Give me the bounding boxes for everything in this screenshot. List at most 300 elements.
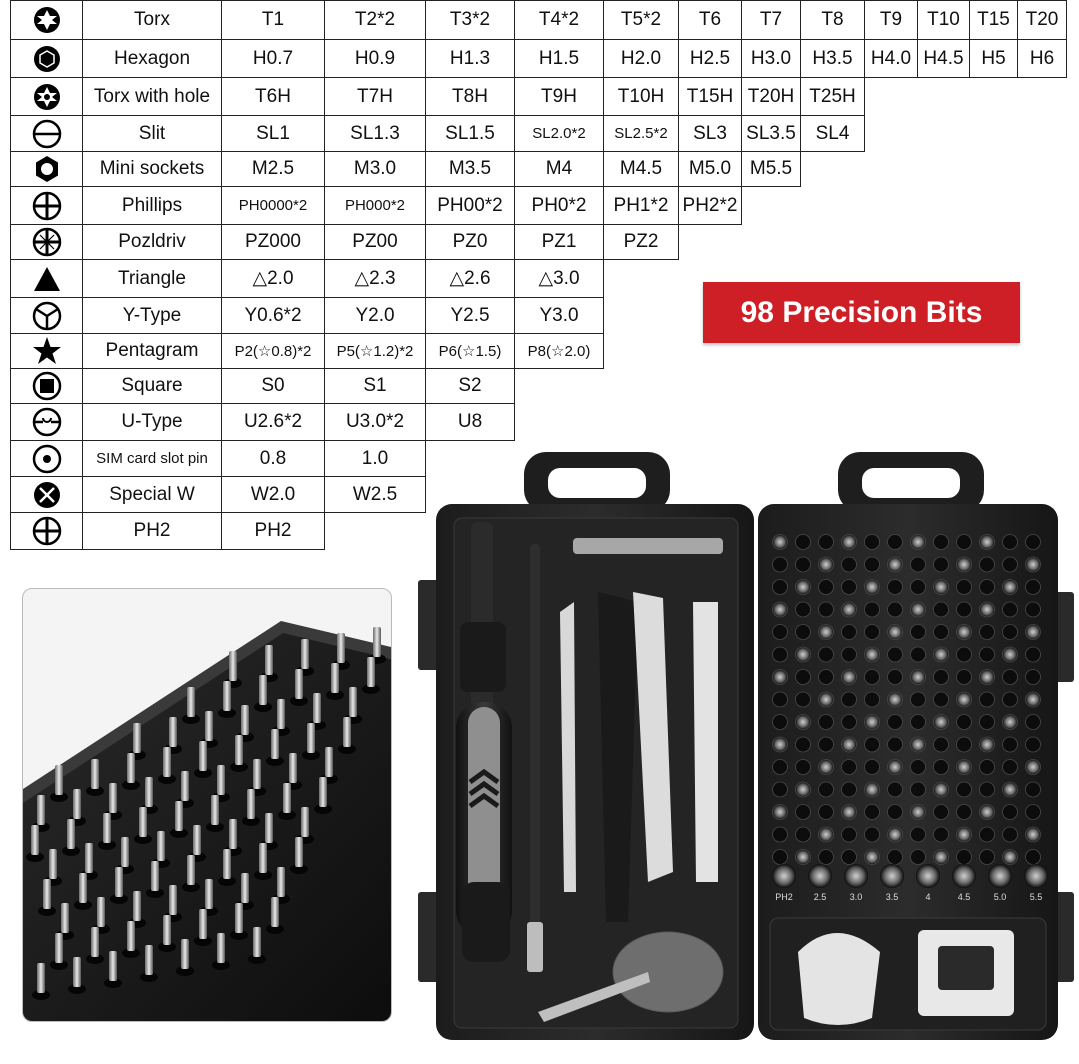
bit-size-cell: SL1.5 bbox=[425, 115, 515, 152]
bit-hole bbox=[773, 850, 788, 865]
bit-hole bbox=[888, 535, 903, 550]
sim-pin-icon bbox=[32, 444, 62, 474]
bit-size-cell: T8H bbox=[425, 77, 515, 116]
bit-hole bbox=[865, 670, 880, 685]
bit-size-cell: PZ00 bbox=[324, 224, 426, 260]
bit-hole bbox=[957, 827, 972, 842]
pozidriv-icon bbox=[32, 227, 62, 257]
bit-hole bbox=[819, 715, 834, 730]
bit-hole bbox=[1003, 760, 1018, 775]
bit-size-cell: T2*2 bbox=[324, 0, 426, 40]
bit-hole bbox=[980, 715, 995, 730]
bit-hole bbox=[911, 535, 926, 550]
bit-hole bbox=[957, 535, 972, 550]
bit-size-cell: T1 bbox=[221, 0, 325, 40]
phillips-icon bbox=[32, 191, 62, 221]
bit-hole bbox=[980, 580, 995, 595]
bit-hole bbox=[1003, 692, 1018, 707]
bit-hole bbox=[1026, 827, 1041, 842]
bit-size-cell: H1.5 bbox=[514, 39, 604, 78]
bit-hole bbox=[888, 692, 903, 707]
bit-hole bbox=[842, 737, 857, 752]
bits-closeup-photo bbox=[22, 588, 392, 1022]
bit-hole bbox=[1026, 805, 1041, 820]
bit-size-cell: P2(☆0.8)*2 bbox=[221, 333, 325, 369]
bit-hole bbox=[911, 760, 926, 775]
bit-hole bbox=[796, 850, 811, 865]
bit-hole bbox=[934, 850, 949, 865]
bit-hole bbox=[957, 805, 972, 820]
bit-size-cell: T6 bbox=[678, 0, 742, 40]
mini-socket-icon bbox=[32, 154, 62, 184]
row-type-name: Hexagon bbox=[82, 39, 222, 78]
bit-size-cell: U2.6*2 bbox=[221, 403, 325, 441]
bit-hole bbox=[865, 782, 880, 797]
bit-hole bbox=[773, 827, 788, 842]
bit-hole bbox=[888, 602, 903, 617]
bit-size-cell: M2.5 bbox=[221, 151, 325, 187]
bit-size-cell: T10 bbox=[917, 0, 970, 40]
bit-hole bbox=[773, 557, 788, 572]
bit-hole bbox=[1026, 557, 1041, 572]
bit-hole bbox=[911, 805, 926, 820]
bit-hole bbox=[934, 782, 949, 797]
bit-hole bbox=[842, 602, 857, 617]
slit-icon bbox=[32, 119, 62, 149]
bit-size-cell: PH000*2 bbox=[324, 186, 426, 225]
row-icon-cell bbox=[10, 512, 83, 550]
bit-hole bbox=[796, 715, 811, 730]
socket-bit bbox=[772, 864, 796, 888]
bit-size-cell: 0.8 bbox=[221, 440, 325, 477]
precision-bits-badge bbox=[703, 282, 1020, 343]
bit-size-cell: SL3.5 bbox=[741, 115, 801, 152]
bit-size-cell: T10H bbox=[603, 77, 679, 116]
bit-size-cell: P5(☆1.2)*2 bbox=[324, 333, 426, 369]
row-icon-cell bbox=[10, 151, 83, 187]
bit-size-cell: SL2.0*2 bbox=[514, 115, 604, 152]
bit-hole bbox=[865, 805, 880, 820]
badge-label: 98 Precision Bits bbox=[740, 295, 983, 329]
bit-hole bbox=[1026, 737, 1041, 752]
bit-size-cell: S2 bbox=[425, 368, 515, 404]
bit-hole bbox=[796, 737, 811, 752]
bit-hole bbox=[865, 850, 880, 865]
socket-size-label: 3.0 bbox=[849, 892, 863, 902]
bit-hole bbox=[819, 557, 834, 572]
row-type-name: Y-Type bbox=[82, 297, 222, 334]
bit-hole bbox=[865, 827, 880, 842]
bit-hole bbox=[773, 602, 788, 617]
bit-size-cell: Y2.0 bbox=[324, 297, 426, 334]
bit-hole bbox=[934, 760, 949, 775]
bit-hole bbox=[1026, 670, 1041, 685]
bit-size-cell: M5.0 bbox=[678, 151, 742, 187]
bit-hole bbox=[957, 670, 972, 685]
row-type-name: U-Type bbox=[82, 403, 222, 441]
bit-size-cell: S0 bbox=[221, 368, 325, 404]
bit-hole bbox=[842, 647, 857, 662]
bit-hole bbox=[1026, 580, 1041, 595]
row-type-name: Pentagram bbox=[82, 333, 222, 369]
bit-hole bbox=[1003, 850, 1018, 865]
bit-hole bbox=[1003, 580, 1018, 595]
bit-hole bbox=[842, 580, 857, 595]
bit-hole bbox=[842, 535, 857, 550]
bit-hole bbox=[819, 580, 834, 595]
bit-hole bbox=[957, 692, 972, 707]
bit-hole bbox=[773, 625, 788, 640]
bit-hole bbox=[1003, 737, 1018, 752]
bit-hole bbox=[819, 647, 834, 662]
bit-size-cell: △3.0 bbox=[514, 259, 604, 298]
bit-hole bbox=[773, 760, 788, 775]
bit-hole bbox=[1003, 535, 1018, 550]
socket-bit bbox=[808, 864, 832, 888]
bit-size-cell: SL1.3 bbox=[324, 115, 426, 152]
bit-size-cell: T6H bbox=[221, 77, 325, 116]
bit-size-cell: Y2.5 bbox=[425, 297, 515, 334]
row-icon-cell bbox=[10, 368, 83, 404]
bit-size-cell: SL2.5*2 bbox=[603, 115, 679, 152]
bit-hole bbox=[1003, 557, 1018, 572]
bit-size-cell: △2.6 bbox=[425, 259, 515, 298]
bit-hole bbox=[796, 647, 811, 662]
bit-size-cell: M3.0 bbox=[324, 151, 426, 187]
row-type-name: PH2 bbox=[82, 512, 222, 550]
bit-size-cell: M5.5 bbox=[741, 151, 801, 187]
bit-hole bbox=[819, 782, 834, 797]
socket-size-label: 2.5 bbox=[813, 892, 827, 902]
bit-hole bbox=[934, 737, 949, 752]
bit-hole bbox=[911, 737, 926, 752]
bit-size-cell: PH0000*2 bbox=[221, 186, 325, 225]
bit-size-cell: H0.9 bbox=[324, 39, 426, 78]
bit-size-cell: W2.5 bbox=[324, 476, 426, 513]
bit-size-cell: PH0*2 bbox=[514, 186, 604, 225]
bit-size-cell: T20 bbox=[1017, 0, 1067, 40]
open-case-photo bbox=[418, 452, 1076, 1042]
bit-hole bbox=[773, 580, 788, 595]
bit-size-cell: H3.0 bbox=[741, 39, 801, 78]
bit-hole bbox=[819, 850, 834, 865]
bit-hole bbox=[980, 647, 995, 662]
bit-hole bbox=[819, 827, 834, 842]
bit-hole bbox=[1003, 602, 1018, 617]
bit-size-cell: U3.0*2 bbox=[324, 403, 426, 441]
bit-size-cell: H1.3 bbox=[425, 39, 515, 78]
bit-size-cell: T15H bbox=[678, 77, 742, 116]
bit-hole bbox=[911, 557, 926, 572]
bit-size-cell: T7H bbox=[324, 77, 426, 116]
bit-size-cell: Y0.6*2 bbox=[221, 297, 325, 334]
bit-hole bbox=[911, 715, 926, 730]
bit-size-cell: H4.5 bbox=[917, 39, 970, 78]
bit-hole bbox=[865, 602, 880, 617]
bit-size-cell: P8(☆2.0) bbox=[514, 333, 604, 369]
bit-hole bbox=[934, 670, 949, 685]
bit-hole bbox=[980, 602, 995, 617]
u-type-icon bbox=[32, 407, 62, 437]
bit-hole bbox=[865, 737, 880, 752]
bit-hole bbox=[957, 850, 972, 865]
bit-hole bbox=[934, 602, 949, 617]
bit-size-cell: H6 bbox=[1017, 39, 1067, 78]
bit-hole bbox=[934, 692, 949, 707]
bit-hole bbox=[1026, 535, 1041, 550]
bit-hole bbox=[1003, 647, 1018, 662]
bit-hole bbox=[796, 535, 811, 550]
bit-hole bbox=[980, 625, 995, 640]
bit-size-cell: W2.0 bbox=[221, 476, 325, 513]
row-type-name: Slit bbox=[82, 115, 222, 152]
bit-hole bbox=[796, 760, 811, 775]
bit-size-cell: SL3 bbox=[678, 115, 742, 152]
row-icon-cell bbox=[10, 39, 83, 78]
bit-hole bbox=[980, 692, 995, 707]
bit-hole bbox=[957, 602, 972, 617]
bit-hole bbox=[796, 602, 811, 617]
bit-hole bbox=[980, 737, 995, 752]
bit-hole bbox=[842, 557, 857, 572]
bit-hole bbox=[911, 647, 926, 662]
bit-hole bbox=[934, 827, 949, 842]
bit-hole bbox=[911, 602, 926, 617]
bit-hole bbox=[888, 760, 903, 775]
bit-hole bbox=[773, 782, 788, 797]
bit-hole bbox=[842, 692, 857, 707]
bit-hole bbox=[934, 647, 949, 662]
bit-hole bbox=[865, 557, 880, 572]
bit-hole bbox=[888, 715, 903, 730]
bit-hole bbox=[980, 805, 995, 820]
bit-hole bbox=[796, 805, 811, 820]
socket-bit bbox=[988, 864, 1012, 888]
bit-size-cell: T5*2 bbox=[603, 0, 679, 40]
row-type-name: Torx bbox=[82, 0, 222, 40]
bit-size-cell: T15 bbox=[969, 0, 1018, 40]
bit-size-cell: H2.0 bbox=[603, 39, 679, 78]
bit-hole bbox=[911, 692, 926, 707]
bit-hole bbox=[796, 625, 811, 640]
bit-hole bbox=[957, 557, 972, 572]
bit-hole bbox=[980, 760, 995, 775]
bit-hole bbox=[842, 805, 857, 820]
bit-hole bbox=[980, 557, 995, 572]
bit-hole bbox=[819, 602, 834, 617]
row-icon-cell bbox=[10, 259, 83, 298]
bit-size-cell: M3.5 bbox=[425, 151, 515, 187]
bit-hole bbox=[865, 715, 880, 730]
bit-hole bbox=[934, 625, 949, 640]
torx-icon bbox=[32, 5, 62, 35]
socket-bit bbox=[952, 864, 976, 888]
socket-size-label: 5.5 bbox=[1029, 892, 1043, 902]
bit-hole bbox=[842, 670, 857, 685]
bit-size-cell: H0.7 bbox=[221, 39, 325, 78]
bit-size-cell: PH1*2 bbox=[603, 186, 679, 225]
row-icon-cell bbox=[10, 0, 83, 40]
bit-hole bbox=[865, 692, 880, 707]
bit-size-cell: H3.5 bbox=[800, 39, 865, 78]
bit-hole bbox=[842, 827, 857, 842]
bit-hole bbox=[865, 647, 880, 662]
row-type-name: Pozldriv bbox=[82, 224, 222, 260]
bit-hole bbox=[865, 760, 880, 775]
bit-hole bbox=[957, 737, 972, 752]
bit-size-cell: M4.5 bbox=[603, 151, 679, 187]
row-type-name: Square bbox=[82, 368, 222, 404]
bit-hole bbox=[1003, 782, 1018, 797]
bit-size-cell: PZ1 bbox=[514, 224, 604, 260]
triangle-icon bbox=[32, 264, 62, 294]
socket-size-label: 5.0 bbox=[993, 892, 1007, 902]
bit-size-cell: 1.0 bbox=[324, 440, 426, 477]
row-type-name: SIM card slot pin bbox=[82, 440, 222, 477]
bit-hole bbox=[819, 670, 834, 685]
bit-size-cell: PH2 bbox=[221, 512, 325, 550]
bit-hole bbox=[819, 760, 834, 775]
bit-hole bbox=[842, 715, 857, 730]
bit-hole bbox=[980, 670, 995, 685]
bit-hole bbox=[819, 535, 834, 550]
bit-hole bbox=[980, 535, 995, 550]
bit-hole bbox=[957, 715, 972, 730]
row-icon-cell bbox=[10, 77, 83, 116]
bit-size-cell: SL4 bbox=[800, 115, 865, 152]
bit-hole bbox=[934, 715, 949, 730]
bit-hole bbox=[842, 625, 857, 640]
row-icon-cell bbox=[10, 476, 83, 513]
bit-hole bbox=[1003, 715, 1018, 730]
bit-size-cell: T8 bbox=[800, 0, 865, 40]
bit-hole bbox=[773, 737, 788, 752]
bit-size-cell: H2.5 bbox=[678, 39, 742, 78]
bit-hole bbox=[980, 850, 995, 865]
bit-size-cell: S1 bbox=[324, 368, 426, 404]
bit-hole bbox=[796, 670, 811, 685]
pentagram-icon bbox=[32, 336, 62, 366]
hexagon-icon bbox=[32, 44, 62, 74]
bit-hole bbox=[773, 670, 788, 685]
bit-hole bbox=[888, 647, 903, 662]
bit-hole bbox=[1026, 647, 1041, 662]
bit-hole bbox=[773, 647, 788, 662]
row-icon-cell bbox=[10, 333, 83, 369]
row-type-name: Triangle bbox=[82, 259, 222, 298]
row-icon-cell bbox=[10, 403, 83, 441]
bit-hole bbox=[842, 760, 857, 775]
bit-size-cell: M4 bbox=[514, 151, 604, 187]
bit-hole bbox=[934, 805, 949, 820]
bit-hole bbox=[1026, 625, 1041, 640]
bit-hole bbox=[773, 715, 788, 730]
bit-size-cell: T25H bbox=[800, 77, 865, 116]
bit-hole bbox=[1026, 850, 1041, 865]
bit-size-cell: T7 bbox=[741, 0, 801, 40]
bit-hole bbox=[888, 737, 903, 752]
bit-hole bbox=[888, 850, 903, 865]
bit-hole bbox=[911, 850, 926, 865]
bit-hole bbox=[957, 625, 972, 640]
bit-size-cell: T9 bbox=[864, 0, 918, 40]
bit-hole bbox=[888, 805, 903, 820]
bit-hole bbox=[865, 535, 880, 550]
socket-size-label: 4.5 bbox=[957, 892, 971, 902]
bit-hole bbox=[842, 850, 857, 865]
bit-hole bbox=[796, 692, 811, 707]
bit-hole bbox=[796, 557, 811, 572]
bit-hole bbox=[911, 670, 926, 685]
bit-hole bbox=[911, 625, 926, 640]
bit-size-cell: PZ2 bbox=[603, 224, 679, 260]
bit-hole bbox=[957, 647, 972, 662]
socket-size-label: 4 bbox=[925, 892, 931, 902]
bit-size-cell: PH2*2 bbox=[678, 186, 742, 225]
bit-hole bbox=[1026, 715, 1041, 730]
bit-hole bbox=[1003, 805, 1018, 820]
row-type-name: Special W bbox=[82, 476, 222, 513]
bit-size-cell: P6(☆1.5) bbox=[425, 333, 515, 369]
bit-hole bbox=[842, 782, 857, 797]
bit-hole bbox=[819, 625, 834, 640]
bit-hole bbox=[1026, 760, 1041, 775]
bit-hole bbox=[934, 557, 949, 572]
bit-hole bbox=[819, 737, 834, 752]
row-icon-cell bbox=[10, 440, 83, 477]
bit-hole bbox=[1026, 692, 1041, 707]
row-type-name: Mini sockets bbox=[82, 151, 222, 187]
bit-size-cell: T3*2 bbox=[425, 0, 515, 40]
bit-hole bbox=[888, 782, 903, 797]
bit-hole bbox=[980, 782, 995, 797]
socket-bit bbox=[880, 864, 904, 888]
ph2-icon bbox=[32, 516, 62, 546]
bit-hole bbox=[911, 827, 926, 842]
bit-size-cell: △2.3 bbox=[324, 259, 426, 298]
bit-hole bbox=[934, 580, 949, 595]
bit-size-cell: H5 bbox=[969, 39, 1018, 78]
bit-hole bbox=[888, 827, 903, 842]
row-type-name: Phillips bbox=[82, 186, 222, 225]
bit-hole bbox=[773, 805, 788, 820]
bit-size-cell: Y3.0 bbox=[514, 297, 604, 334]
bit-hole bbox=[888, 580, 903, 595]
y-type-icon bbox=[32, 301, 62, 331]
bit-hole bbox=[1026, 782, 1041, 797]
bit-hole bbox=[980, 827, 995, 842]
square-icon bbox=[32, 371, 62, 401]
bit-hole bbox=[773, 692, 788, 707]
bit-hole bbox=[888, 625, 903, 640]
bit-hole bbox=[911, 580, 926, 595]
special-w-icon bbox=[32, 480, 62, 510]
bit-hole bbox=[819, 805, 834, 820]
bit-size-cell: SL1 bbox=[221, 115, 325, 152]
bit-hole bbox=[796, 580, 811, 595]
bit-hole bbox=[888, 557, 903, 572]
bit-hole bbox=[957, 580, 972, 595]
bit-hole bbox=[888, 670, 903, 685]
bit-hole bbox=[934, 535, 949, 550]
bit-hole bbox=[796, 827, 811, 842]
bit-hole bbox=[1026, 602, 1041, 617]
bit-size-cell: U8 bbox=[425, 403, 515, 441]
bit-hole bbox=[1003, 670, 1018, 685]
bit-hole bbox=[865, 625, 880, 640]
row-type-name: Torx with hole bbox=[82, 77, 222, 116]
bit-hole bbox=[911, 782, 926, 797]
